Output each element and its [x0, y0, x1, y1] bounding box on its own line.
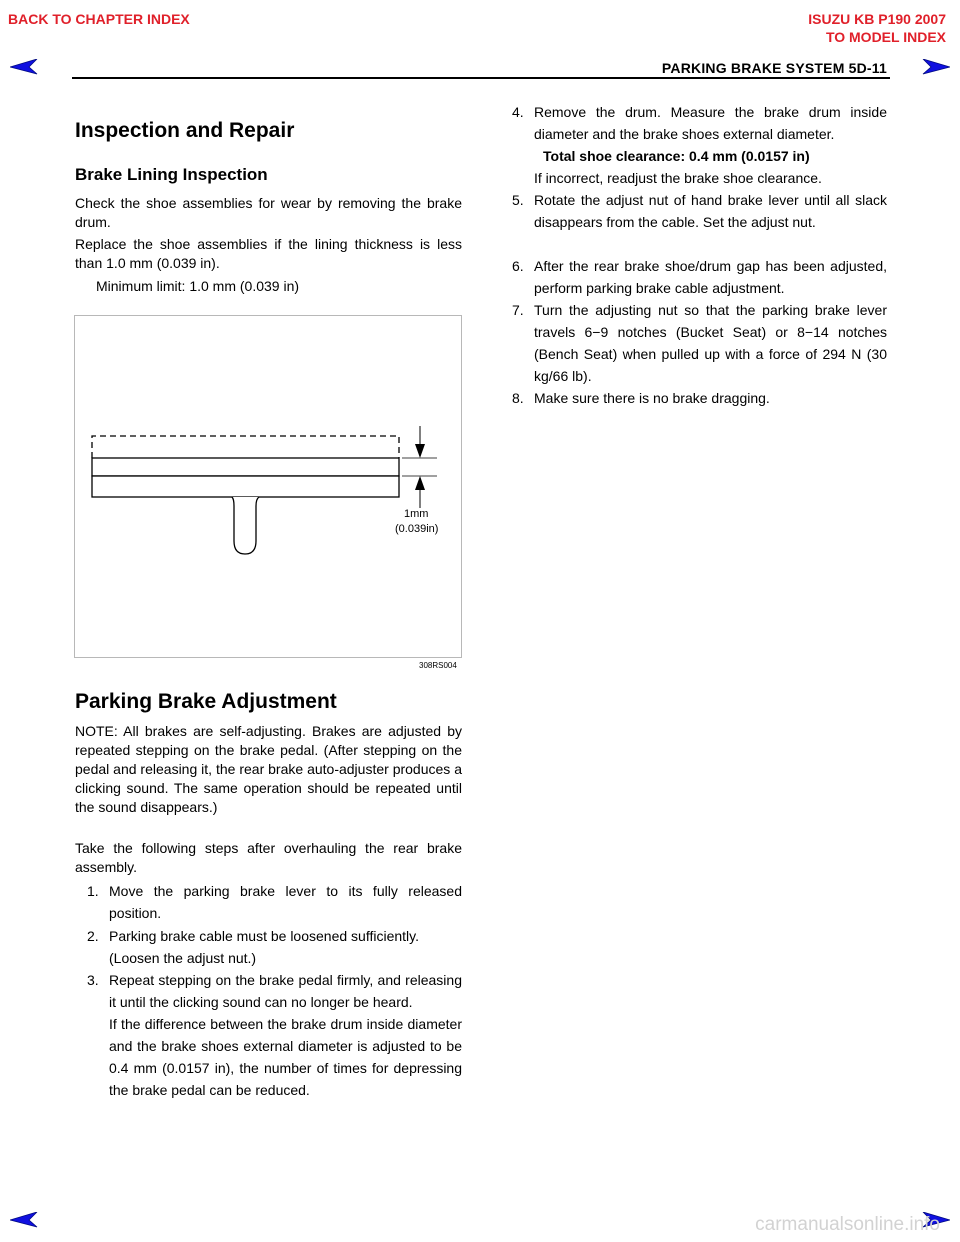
- lining-thickness-figure: [74, 315, 462, 658]
- step-text: Rotate the adjust nut of hand brake lever until all slack disappears from the cable. Set the adjust nut.: [534, 192, 887, 230]
- step-text: Make sure there is no brake dragging.: [534, 390, 770, 406]
- section-heading-adjustment: Parking Brake Adjustment: [75, 690, 337, 713]
- list-item: [512, 299, 887, 387]
- adjustment-note: NOTE: All brakes are self-adjusting. Brakes are adjusted by repeated stepping on the brake pedal. (After stepping on the pedal and releasing it, the rear brake auto-adjuster produces a clicking sound. The same operation should be repeated until the sound disappears.): [75, 723, 462, 815]
- step-number: 8.: [512, 390, 524, 406]
- step-text: Repeat stepping on the brake pedal firmly, and releasing it until the clicking sound can no longer be heard.: [109, 972, 462, 1010]
- step-number: 6.: [512, 258, 524, 274]
- header-rule: [72, 77, 890, 79]
- step-number: 4.: [512, 104, 524, 120]
- next-page-arrow-icon[interactable]: [922, 59, 950, 75]
- previous-page-arrow-icon-bottom[interactable]: [10, 1212, 38, 1228]
- minimum-limit-spec: Minimum limit: 1.0 mm (0.039 in): [96, 278, 300, 294]
- step-text: Remove the drum. Measure the brake drum inside diameter and the brake shoes external diameter.: [534, 104, 887, 142]
- adjustment-intro: Take the following steps after overhauling the rear brake assembly.: [75, 840, 462, 875]
- page-header-title: PARKING BRAKE SYSTEM 5D-11: [661, 60, 887, 76]
- step-subtext: (Loosen the adjust nut.): [109, 950, 257, 966]
- step-text: Move the parking brake lever to its fully released position.: [109, 883, 462, 921]
- step-text: Turn the adjusting nut so that the parking brake lever travels 6−9 notches (Bucket Seat) or 8−14 notches (Bench Seat) when pulled up with a force of 294 N (30 kg/66 lb).: [534, 302, 887, 384]
- step-text: After the rear brake shoe/drum gap has been adjusted, perform parking brake cable adjustment.: [534, 258, 887, 296]
- list-item: [512, 387, 887, 409]
- list-item: [87, 925, 462, 969]
- model-title: ISUZU KB P190 2007: [808, 11, 946, 27]
- list-item: [512, 255, 887, 299]
- to-model-index-link[interactable]: TO MODEL INDEX: [825, 29, 946, 45]
- total-clearance-spec: Total shoe clearance: 0.4 mm (0.0157 in): [543, 148, 810, 164]
- step-text: Parking brake cable must be loosened sufficiently.: [109, 928, 419, 944]
- previous-page-arrow-icon[interactable]: [10, 59, 38, 75]
- dimension-label-in: (0.039in): [395, 523, 439, 535]
- paragraph-replace-shoes: Replace the shoe assemblies if the lining thickness is less than 1.0 mm (0.039 in).: [75, 236, 462, 271]
- site-watermark: carmanualsonline.info: [755, 1214, 940, 1235]
- back-to-chapter-index-link[interactable]: BACK TO CHAPTER INDEX: [8, 11, 190, 27]
- list-item: [87, 880, 462, 924]
- step-number: 3.: [87, 972, 99, 988]
- section-heading-inspection: Inspection and Repair: [75, 119, 295, 142]
- step-subtext: If the difference between the brake drum inside diameter and the brake shoes external diameter is adjusted to be 0.4 mm (0.0157 in), the number of times for depressing the brake pedal can be reduced.: [109, 1016, 462, 1098]
- step-number: 5.: [512, 192, 524, 208]
- brake-shoe-diagram: [75, 316, 461, 657]
- dimension-label-mm: 1mm: [404, 508, 429, 520]
- list-item: [512, 101, 887, 189]
- step-subtext: If incorrect, readjust the brake shoe clearance.: [534, 170, 822, 186]
- list-item: [87, 969, 462, 1101]
- list-item: [512, 189, 887, 233]
- step-number: 7.: [512, 302, 524, 318]
- figure-caption: 308RS004: [419, 661, 457, 670]
- subheading-lining-inspection: Brake Lining Inspection: [75, 165, 268, 184]
- step-number: 2.: [87, 928, 99, 944]
- paragraph-check-shoes: Check the shoe assemblies for wear by removing the brake drum.: [75, 195, 462, 230]
- step-number: 1.: [87, 883, 99, 899]
